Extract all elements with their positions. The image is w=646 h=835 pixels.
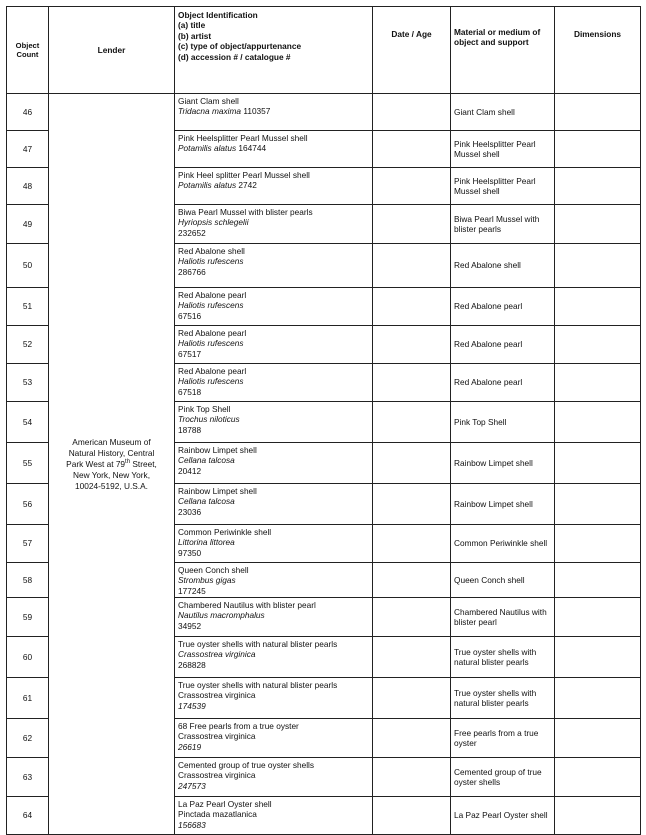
object-title: Pink Heelsplitter Pearl Mussel shell xyxy=(178,133,308,143)
header-ident-title: Object Identification xyxy=(178,10,258,20)
material-cell: True oyster shells with natural blister pearls xyxy=(451,678,555,719)
dimensions-cell xyxy=(555,719,641,758)
date-age-cell xyxy=(373,402,451,443)
material-cell: True oyster shells with natural blister pearls xyxy=(451,637,555,678)
lender-line-4: New York, New York, xyxy=(72,469,151,480)
date-age-cell xyxy=(373,364,451,402)
dimensions-cell xyxy=(555,563,641,598)
object-species: Crassostrea virginica xyxy=(178,690,256,701)
object-species: Hyriopsis schlegelii xyxy=(178,217,249,228)
material-cell: Queen Conch shell xyxy=(451,563,555,598)
lender-line-3-tail: Street, xyxy=(130,458,157,469)
object-identification-cell xyxy=(175,364,373,402)
object-count-cell: 64 xyxy=(7,797,49,835)
object-species: Pinctada mazatlanica xyxy=(178,809,257,820)
object-species: Cellana talcosa xyxy=(178,455,235,466)
object-title: La Paz Pearl Oyster shell xyxy=(178,799,272,809)
dimensions-cell xyxy=(555,326,641,364)
date-age-cell xyxy=(373,719,451,758)
object-identification-cell xyxy=(175,637,373,678)
object-catalog: 286766 xyxy=(178,266,206,277)
object-catalog: 232652 xyxy=(178,227,206,238)
object-catalog: 174539 xyxy=(178,700,206,711)
object-title: 68 Free pearls from a true oyster xyxy=(178,721,299,731)
object-count-cell: 48 xyxy=(7,168,49,205)
dimensions-cell xyxy=(555,402,641,443)
object-title: Red Abalone pearl xyxy=(178,290,247,300)
dimensions-cell xyxy=(555,205,641,244)
object-catalog: 268828 xyxy=(178,659,206,670)
date-age-cell xyxy=(373,637,451,678)
lender-line-3 xyxy=(52,459,171,470)
object-catalog: 2742 xyxy=(238,180,257,191)
dimensions-cell xyxy=(555,168,641,205)
object-catalog: 110357 xyxy=(243,106,271,117)
material-cell: Pink Top Shell xyxy=(451,402,555,443)
object-count-cell: 52 xyxy=(7,326,49,364)
object-count-cell: 55 xyxy=(7,443,49,484)
object-title: True oyster shells with natural blister pearls xyxy=(178,680,338,690)
object-identification-cell xyxy=(175,168,373,205)
object-identification-cell xyxy=(175,758,373,797)
object-count-cell: 57 xyxy=(7,525,49,563)
object-title: Giant Clam shell xyxy=(178,96,239,106)
object-catalog: 67517 xyxy=(178,348,202,359)
dimensions-cell xyxy=(555,637,641,678)
dimensions-cell xyxy=(555,443,641,484)
object-title: Biwa Pearl Mussel with blister pearls xyxy=(178,207,313,217)
header-object-count: Object Count xyxy=(7,7,49,94)
material-cell: Pink Heelsplitter Pearl Mussel shell xyxy=(451,168,555,205)
object-catalog: 67518 xyxy=(178,386,202,397)
header-lender: Lender xyxy=(49,7,175,94)
header-ident-d: (d) accession # / catalogue # xyxy=(178,51,291,62)
object-catalog: 34952 xyxy=(178,620,202,631)
lender-line-2: Natural History, Central xyxy=(68,447,155,458)
header-date-age: Date / Age xyxy=(373,7,451,94)
object-species: Crassostrea virginica xyxy=(178,770,256,781)
lender-line-1: American Museum of xyxy=(72,436,151,447)
object-title: Cemented group of true oyster shells xyxy=(178,760,315,770)
header-ident-a: (a) title xyxy=(178,20,206,31)
dimensions-cell xyxy=(555,484,641,525)
object-count-cell: 53 xyxy=(7,364,49,402)
object-count-cell: 58 xyxy=(7,563,49,598)
lender-line-3-sup: th xyxy=(125,458,131,465)
object-title: Chambered Nautilus with blister pearl xyxy=(178,600,316,610)
object-species-line xyxy=(178,106,369,116)
object-count-cell: 49 xyxy=(7,205,49,244)
material-cell: Giant Clam shell xyxy=(451,94,555,131)
table-row xyxy=(7,94,641,131)
object-count-cell: 51 xyxy=(7,288,49,326)
object-identification-cell xyxy=(175,797,373,835)
object-identification-cell xyxy=(175,484,373,525)
object-species-line xyxy=(178,180,369,190)
object-count-cell: 59 xyxy=(7,598,49,637)
material-cell: La Paz Pearl Oyster shell xyxy=(451,797,555,835)
object-count-cell: 60 xyxy=(7,637,49,678)
lender-line-5: 10024-5192, U.S.A. xyxy=(75,480,148,491)
object-count-cell: 54 xyxy=(7,402,49,443)
object-title: Red Abalone pearl xyxy=(178,328,247,338)
material-cell: Cemented group of true oyster shells xyxy=(451,758,555,797)
object-count-cell: 56 xyxy=(7,484,49,525)
dimensions-cell xyxy=(555,288,641,326)
inventory-sheet xyxy=(6,6,641,835)
object-inventory-table xyxy=(6,6,641,835)
date-age-cell xyxy=(373,484,451,525)
object-catalog: 18788 xyxy=(178,424,202,435)
object-identification-cell xyxy=(175,288,373,326)
date-age-cell xyxy=(373,326,451,364)
date-age-cell xyxy=(373,758,451,797)
object-species-line xyxy=(178,143,369,153)
object-catalog: 164744 xyxy=(238,143,267,154)
object-identification-cell xyxy=(175,205,373,244)
date-age-cell xyxy=(373,797,451,835)
material-cell: Red Abalone pearl xyxy=(451,288,555,326)
header-ident-c: (c) type of object/appurtenance xyxy=(178,41,302,52)
object-catalog: 177245 xyxy=(178,585,206,596)
material-cell: Common Periwinkle shell xyxy=(451,525,555,563)
object-title: True oyster shells with natural blister pearls xyxy=(178,639,338,649)
material-cell: Pink Heelsplitter Pearl Mussel shell xyxy=(451,131,555,168)
material-cell: Rainbow Limpet shell xyxy=(451,443,555,484)
date-age-cell xyxy=(373,205,451,244)
date-age-cell xyxy=(373,678,451,719)
object-count-cell: 61 xyxy=(7,678,49,719)
object-identification-cell xyxy=(175,94,373,131)
object-identification-cell xyxy=(175,131,373,168)
object-species: Haliotis rufescens xyxy=(178,376,244,387)
date-age-cell xyxy=(373,525,451,563)
object-identification-cell xyxy=(175,598,373,637)
object-count-cell: 46 xyxy=(7,94,49,131)
object-species: Haliotis rufescens xyxy=(178,256,244,267)
date-age-cell xyxy=(373,244,451,288)
object-catalog: 156683 xyxy=(178,819,206,830)
object-species: Trochus niloticus xyxy=(178,414,240,425)
object-count-cell: 47 xyxy=(7,131,49,168)
object-title: Pink Heel splitter Pearl Mussel shell xyxy=(178,170,310,180)
object-title: Rainbow Limpet shell xyxy=(178,445,257,455)
object-catalog: 97350 xyxy=(178,547,202,558)
date-age-cell xyxy=(373,288,451,326)
lender-line-3-text: Park West at 79 xyxy=(66,458,126,469)
material-cell: Biwa Pearl Mussel with blister pearls xyxy=(451,205,555,244)
dimensions-cell xyxy=(555,797,641,835)
header-dimensions: Dimensions xyxy=(555,7,641,94)
object-title: Rainbow Limpet shell xyxy=(178,486,257,496)
dimensions-cell xyxy=(555,131,641,168)
object-identification-cell xyxy=(175,719,373,758)
object-catalog: 23036 xyxy=(178,506,202,517)
date-age-cell xyxy=(373,168,451,205)
object-identification-cell xyxy=(175,244,373,288)
dimensions-cell xyxy=(555,598,641,637)
object-identification-cell xyxy=(175,563,373,598)
date-age-cell xyxy=(373,598,451,637)
date-age-cell xyxy=(373,94,451,131)
object-species: Tridacna maxima xyxy=(178,106,242,117)
material-cell: Rainbow Limpet shell xyxy=(451,484,555,525)
object-title: Common Periwinkle shell xyxy=(178,527,272,537)
object-identification-cell xyxy=(175,443,373,484)
material-cell: Free pearls from a true oyster xyxy=(451,719,555,758)
header-material: Material or medium of object and support xyxy=(451,7,555,94)
object-count-cell: 50 xyxy=(7,244,49,288)
dimensions-cell xyxy=(555,94,641,131)
object-species: Crassostrea virginica xyxy=(178,731,256,742)
object-identification-cell xyxy=(175,678,373,719)
object-species: Littorina littorea xyxy=(178,537,235,548)
date-age-cell xyxy=(373,563,451,598)
dimensions-cell xyxy=(555,758,641,797)
object-catalog: 26619 xyxy=(178,741,202,752)
header-ident-b: (b) artist xyxy=(178,30,212,41)
object-catalog: 67516 xyxy=(178,310,202,321)
object-title: Red Abalone shell xyxy=(178,246,245,256)
dimensions-cell xyxy=(555,525,641,563)
object-count-cell: 62 xyxy=(7,719,49,758)
object-species: Crassostrea virginica xyxy=(178,649,256,660)
table-body xyxy=(7,94,641,835)
object-species: Nautilus macromphalus xyxy=(178,610,265,621)
object-title: Queen Conch shell xyxy=(178,565,249,575)
object-species: Cellana talcosa xyxy=(178,496,235,507)
object-identification-cell xyxy=(175,525,373,563)
object-species: Haliotis rufescens xyxy=(178,338,244,349)
dimensions-cell xyxy=(555,364,641,402)
header-row xyxy=(7,7,641,94)
object-catalog: 247573 xyxy=(178,780,206,791)
dimensions-cell xyxy=(555,244,641,288)
material-cell: Red Abalone pearl xyxy=(451,326,555,364)
date-age-cell xyxy=(373,443,451,484)
date-age-cell xyxy=(373,131,451,168)
material-cell: Red Abalone pearl xyxy=(451,364,555,402)
dimensions-cell xyxy=(555,678,641,719)
object-species: Potamilis alatus xyxy=(178,180,237,191)
object-count-cell: 63 xyxy=(7,758,49,797)
material-cell: Red Abalone shell xyxy=(451,244,555,288)
object-identification-cell xyxy=(175,326,373,364)
object-species: Potamilis alatus xyxy=(178,143,237,154)
header-object-identification xyxy=(175,7,373,94)
object-identification-cell xyxy=(175,402,373,443)
object-species: Haliotis rufescens xyxy=(178,300,244,311)
object-species: Strombus gigas xyxy=(178,575,236,586)
object-title: Pink Top Shell xyxy=(178,404,231,414)
object-catalog: 20412 xyxy=(178,465,202,476)
lender-cell xyxy=(49,94,175,835)
object-title: Red Abalone pearl xyxy=(178,366,247,376)
material-cell: Chambered Nautilus with blister pearl xyxy=(451,598,555,637)
